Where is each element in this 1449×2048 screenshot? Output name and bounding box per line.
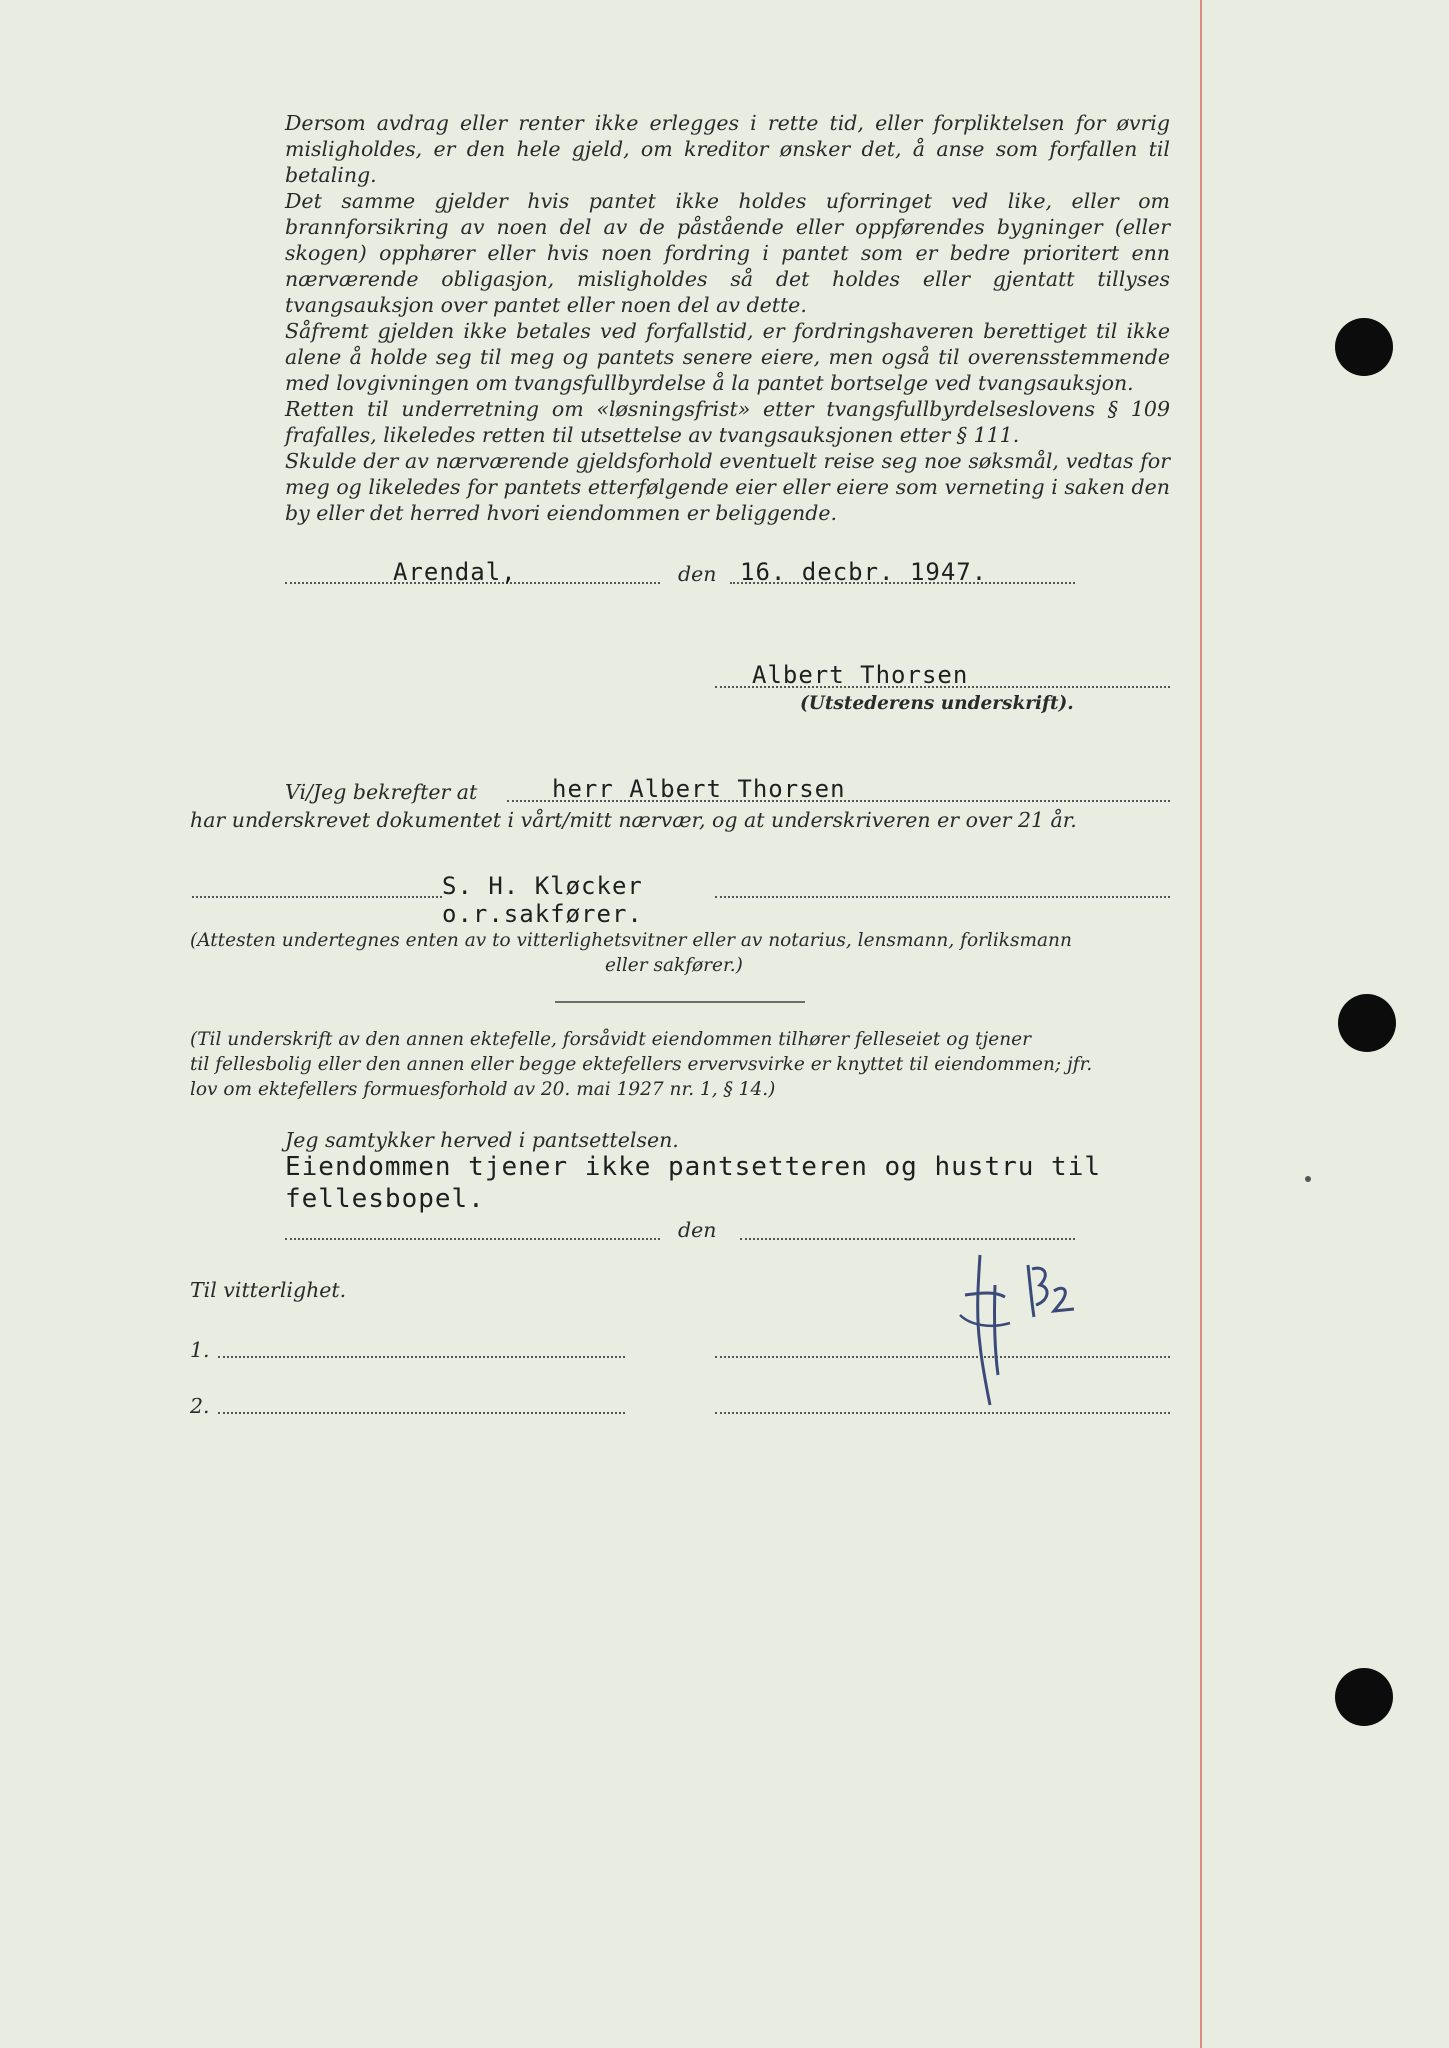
punch-hole-top bbox=[1335, 318, 1393, 376]
issuer-caption: (Utstederens underskrift). bbox=[800, 693, 1074, 714]
spouse-typed-line1: Eiendommen tjener ikke pantsetteren og hustru til bbox=[285, 1152, 1102, 1182]
handwritten-initials bbox=[950, 1245, 1090, 1415]
spouse-consent: Jeg samtykker herved i pantsettelsen. bbox=[285, 1128, 679, 1152]
attestation-statement: har underskrevet dokumentet i vårt/mitt nærvær, og at underskriveren er over 21 år. bbox=[190, 808, 1077, 832]
condition-paragraph: Såfremt gjelden ikke betales ved forfallstid, er fordringshaveren berettiget til ikke alene å holde seg til meg og pantets senere eiere, men også til overensstemmende med lovgivningen om tvangsfullbyrdelse å la pantet bortselge ved tvangsauksjon. bbox=[285, 319, 1170, 395]
witness-2-line-right bbox=[715, 1412, 1170, 1414]
punch-hole-bottom bbox=[1335, 1668, 1393, 1726]
spouse-place-line bbox=[285, 1238, 660, 1240]
spouse-den-label: den bbox=[678, 1218, 717, 1242]
punch-hole-middle bbox=[1338, 994, 1396, 1052]
issuer-signature: Albert Thorsen bbox=[752, 661, 969, 689]
conditions-text bbox=[285, 110, 1170, 526]
witness-1-line-left bbox=[218, 1356, 625, 1358]
condition-paragraph: Skulde der av nærværende gjeldsforhold eventuelt reise seg noe søksmål, vedtas for meg og likeledes for pantets etterfølgende eier eller eiere som verneting i saken den by eller det herred hvori eiendommen er beliggende. bbox=[285, 449, 1170, 525]
date-text: 16. decbr. 1947. bbox=[740, 558, 988, 586]
ink-dot bbox=[1305, 1176, 1311, 1182]
place-text: Arendal, bbox=[393, 558, 517, 586]
spouse-note-line3: lov om ektefellers formuesforhold av 20. mai 1927 nr. 1, § 14.) bbox=[190, 1079, 776, 1100]
attestation-witness-title: o.r.sakfører. bbox=[442, 900, 643, 928]
attestation-note-line2: eller sakfører.) bbox=[605, 955, 743, 976]
witness-number-2: 2. bbox=[190, 1394, 210, 1418]
margin-rule bbox=[1200, 0, 1202, 2048]
witness-signature-line-right bbox=[715, 896, 1170, 898]
witness-signature-line-left bbox=[192, 896, 442, 898]
spouse-note-line1: (Til underskrift av den annen ektefelle, forsåvidt eiendommen tilhører felleseiet og tjener bbox=[190, 1029, 1031, 1050]
witness-2-line-left bbox=[218, 1412, 625, 1414]
attestation-name: herr Albert Thorsen bbox=[552, 775, 846, 803]
condition-paragraph: Det samme gjelder hvis pantet ikke holdes uforringet ved like, eller om brannforsikring av noen del av de påstående eller oppførendes bygninger (eller skogen) opphører eller hvis noen fordring i pantet som er bedre prioritert enn nærværende obligasjon, misligholdes så det holdes eller gjentatt tillyses tvangsauksjon over pantet eller noen del av dette. bbox=[285, 189, 1170, 317]
witness-number-1: 1. bbox=[190, 1338, 210, 1362]
attestation-prefix: Vi/Jeg bekrefter at bbox=[285, 780, 478, 804]
witness-title: Til vitterlighet. bbox=[190, 1278, 347, 1302]
condition-paragraph: Dersom avdrag eller renter ikke erlegges i rette tid, eller forpliktelsen for øvrig misligholdes, er den hele gjeld, om kreditor ønsker det, å anse som forfallen til betaling. bbox=[285, 111, 1170, 187]
attestation-witness-name: S. H. Kløcker bbox=[442, 872, 643, 900]
date-den-label: den bbox=[678, 562, 717, 586]
spouse-note-line2: til fellesbolig eller den annen eller begge ektefellers ervervsvirke er knyttet til eiendommen; jfr. bbox=[190, 1054, 1093, 1075]
section-divider bbox=[555, 1001, 805, 1003]
spouse-typed-line2: fellesbopel. bbox=[285, 1184, 485, 1214]
condition-paragraph: Retten til underretning om «løsningsfrist» etter tvangsfullbyrdelseslovens § 109 frafalles, likeledes retten til utsettelse av tvangsauksjonen etter § 111. bbox=[285, 397, 1170, 447]
attestation-note-line1: (Attesten undertegnes enten av to vitterlighetsvitner eller av notarius, lensmann, forliksmann bbox=[190, 930, 1072, 951]
spouse-date-line bbox=[740, 1238, 1075, 1240]
witness-1-line-right bbox=[715, 1356, 1170, 1358]
